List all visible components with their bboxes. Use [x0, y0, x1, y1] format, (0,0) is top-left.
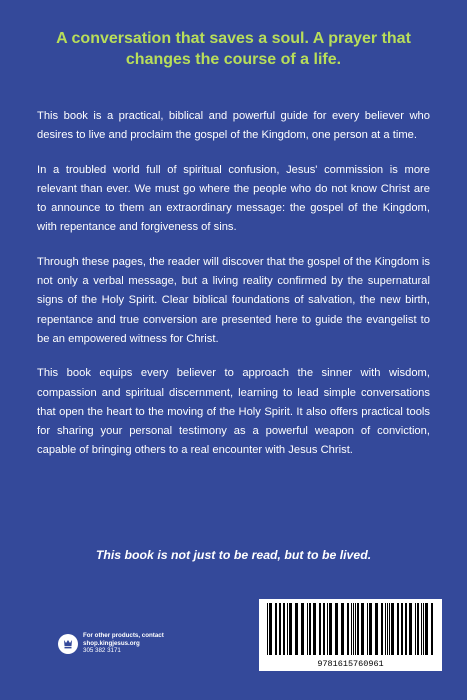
tagline: This book is not just to be read, but to be lived.	[95, 548, 372, 562]
barcode-bar	[267, 603, 268, 655]
paragraph-4: This book equips every believer to approach the sinner with wisdom, compassion and spiritual discernment, learning to lead simple conversations that open the heart to the moving of the Holy Spirit. It also offers practical tools for sharing your personal testimony as a powerful weapon of conviction, capable of bringing others to a real encounter with Jesus Christ.	[37, 367, 430, 457]
barcode-bar	[347, 603, 349, 655]
barcode-bar	[431, 603, 433, 655]
barcode-bar	[351, 603, 352, 655]
barcode-bar	[423, 603, 424, 655]
barcode-bar	[389, 603, 390, 655]
contact-url: shop.kingjesus.org	[83, 639, 140, 647]
barcode-bar	[391, 603, 394, 655]
headline	[0, 28, 467, 70]
headline-line-1: A conversation that saves a soul. A prayer that	[56, 30, 411, 47]
paragraph-2: In a troubled world full of spiritual confusion, Jesus' commission is more relevant than ever. We must go where the people who do not know Christ are to announce to them an extraordinary message: the gospel of the Kingdom, with repentance and forgiveness of sins.	[37, 163, 430, 234]
barcode-bar	[353, 603, 354, 655]
contact-phone: 305 382 3171	[83, 647, 121, 655]
barcode-bar	[367, 603, 368, 655]
barcode-bar	[313, 603, 316, 655]
barcode-bar	[335, 603, 338, 655]
barcode-bar	[421, 603, 422, 655]
barcode-bar	[369, 603, 372, 655]
barcode-bar	[385, 603, 386, 655]
barcode-bar	[341, 603, 344, 655]
barcode-bar	[279, 603, 281, 655]
barcode-bar	[355, 603, 356, 655]
barcode	[259, 599, 442, 671]
barcode-bar	[301, 603, 304, 655]
description	[37, 107, 430, 476]
barcode-bar	[289, 603, 292, 655]
barcode-bars	[265, 603, 436, 655]
barcode-bar	[287, 603, 288, 655]
barcode-bar	[387, 603, 388, 655]
barcode-bar	[307, 603, 308, 655]
barcode-bar	[269, 603, 272, 655]
headline-line-2: changes the course of a life.	[125, 51, 342, 68]
barcode-bar	[323, 603, 325, 655]
barcode-bar	[275, 603, 277, 655]
barcode-bar	[409, 603, 412, 655]
barcode-bar	[397, 603, 399, 655]
barcode-bar	[295, 603, 298, 655]
barcode-bar	[415, 603, 416, 655]
barcode-bar	[283, 603, 285, 655]
barcode-bar	[417, 603, 419, 655]
barcode-bar	[375, 603, 378, 655]
paragraph-1: This book is a practical, biblical and powerful guide for every believer who desires to live and proclaim the gospel of the Kingdom, one person at a time.	[37, 110, 430, 142]
barcode-bar	[381, 603, 383, 655]
barcode-bar	[319, 603, 321, 655]
isbn-number: 9781615760961	[317, 659, 384, 669]
paragraph-3: Through these pages, the reader will discover that the gospel of the Kingdom is not only a verbal message, but a living reality confirmed by the supernatural signs of the Holy Spirit. Clear biblical foundations of salvation, the new birth, repentance and true conversion are presented here to guide the evangelist to be an empowered witness for Christ.	[37, 255, 430, 345]
barcode-bar	[405, 603, 407, 655]
barcode-bar	[329, 603, 332, 655]
publisher-contact	[58, 632, 258, 672]
contact-label: For other products, contact	[83, 632, 164, 639]
barcode-bar	[309, 603, 311, 655]
barcode-bar	[357, 603, 359, 655]
barcode-bar	[401, 603, 403, 655]
barcode-bar	[327, 603, 328, 655]
barcode-bar	[425, 603, 428, 655]
barcode-bar	[361, 603, 364, 655]
publisher-logo-icon	[58, 634, 78, 654]
